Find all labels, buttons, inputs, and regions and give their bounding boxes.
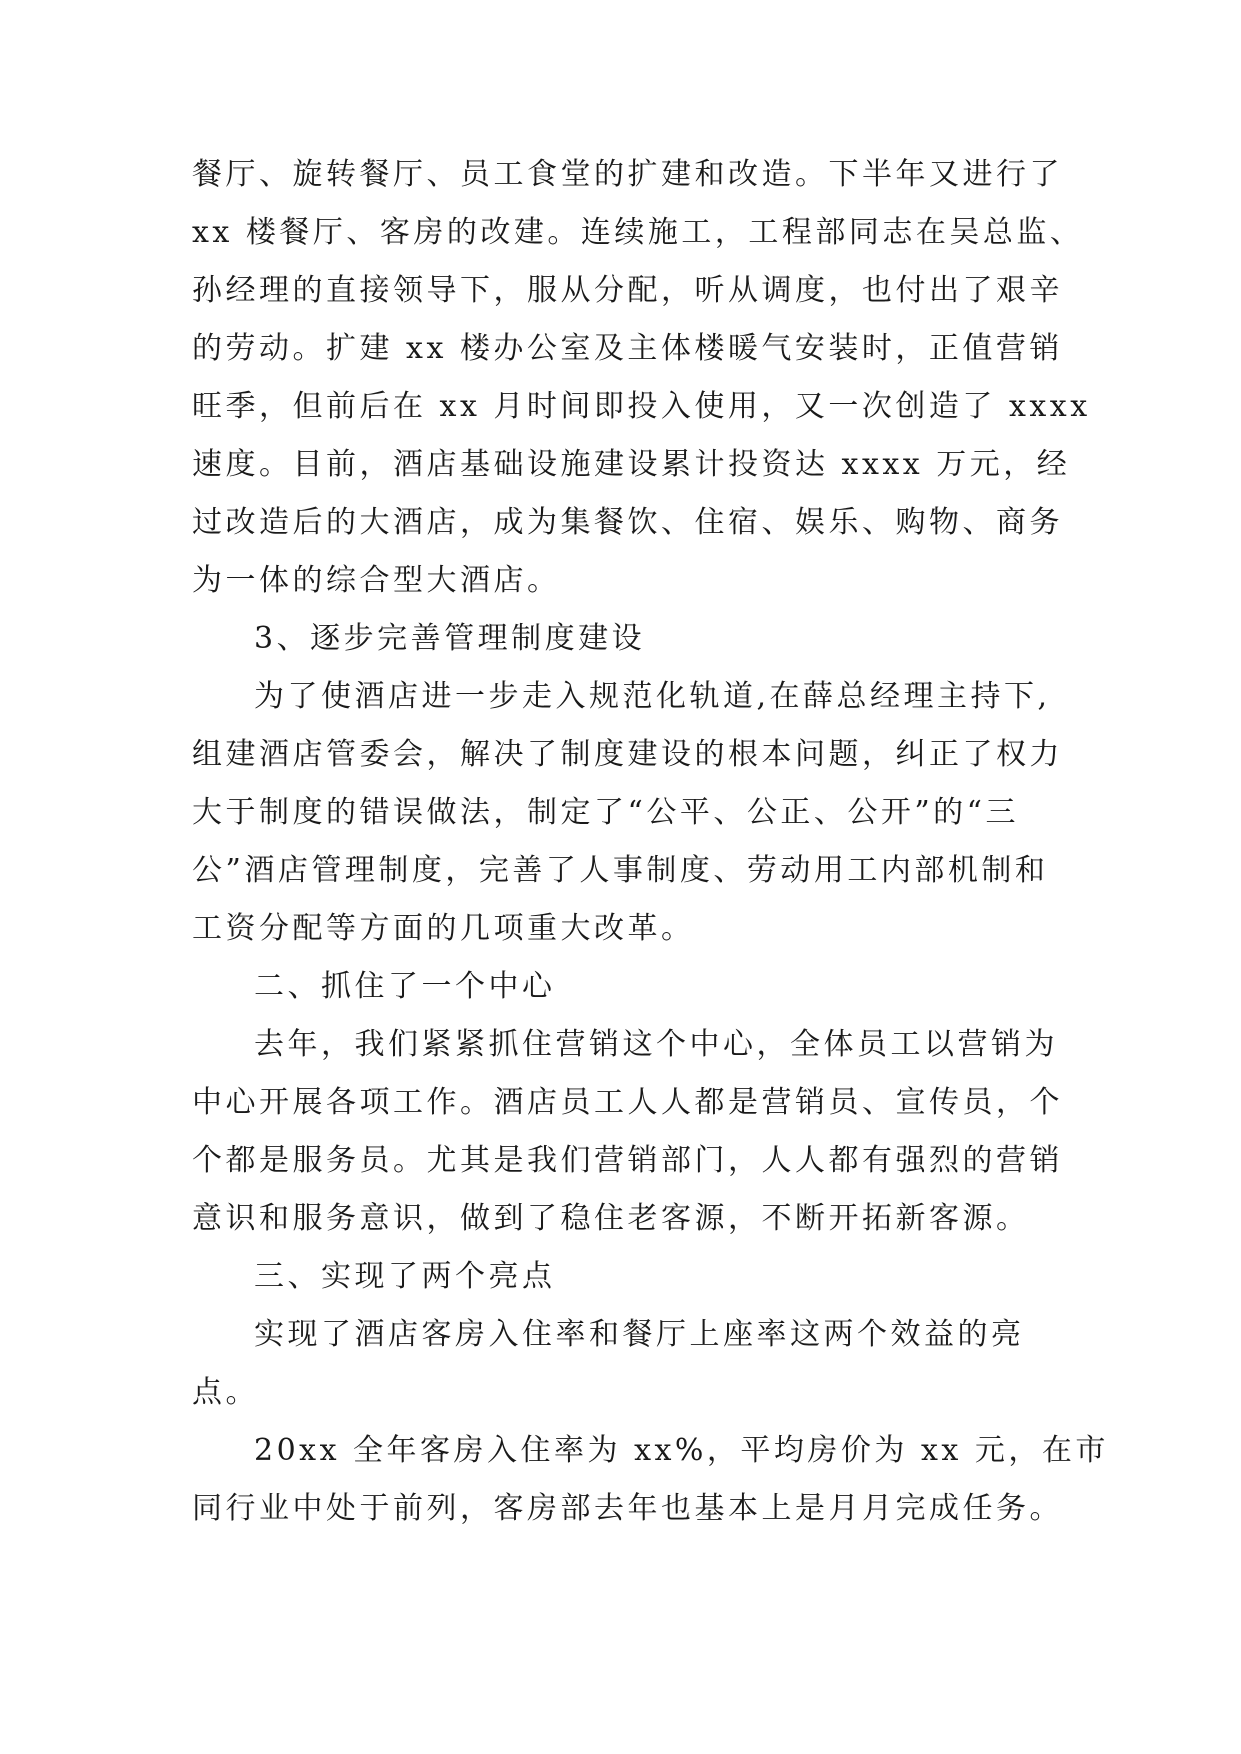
text-line: 餐厅、旋转餐厅、员工食堂的扩建和改造。下半年又进行了 [192, 157, 1063, 192]
text-line: 的劳动。扩建 xx 楼办公室及主体楼暖气安装时，正值营销 [192, 331, 1063, 366]
text-line: 实现了酒店客房入住率和餐厅上座率这两个效益的亮 [254, 1317, 1025, 1352]
text-line: 意识和服务意识，做到了稳住老客源，不断开拓新客源。 [192, 1201, 1030, 1236]
text-line: 孙经理的直接领导下，服从分配，听从调度，也付出了艰辛 [192, 273, 1063, 308]
text-line: 中心开展各项工作。酒店员工人人都是营销员、宣传员，个 [192, 1085, 1063, 1120]
text-line: 大于制度的错误做法，制定了“公平、公正、公开”的“三 [192, 795, 1020, 830]
text-line: 公”酒店管理制度，完善了人事制度、劳动用工内部机制和 [192, 853, 1049, 888]
text-line: 个都是服务员。尤其是我们营销部门，人人都有强烈的营销 [192, 1143, 1063, 1178]
text-line: 点。 [192, 1375, 259, 1410]
document-body [192, 146, 1109, 1538]
text-line: 同行业中处于前列，客房部去年也基本上是月月完成任务。 [192, 1491, 1063, 1526]
section-heading: 三、实现了两个亮点 [254, 1259, 556, 1294]
text-line: 为了使酒店进一步走入规范化轨道,在薛总经理主持下, [254, 679, 1051, 714]
text-line: 旺季，但前后在 xx 月时间即投入使用，又一次创造了 xxxx [192, 389, 1091, 424]
text-line: 组建酒店管委会，解决了制度建设的根本问题，纠正了权力 [192, 737, 1063, 772]
text-line: 工资分配等方面的几项重大改革。 [192, 911, 695, 946]
section-heading: 二、抓住了一个中心 [254, 969, 556, 1004]
text-line: 为一体的综合型大酒店。 [192, 563, 561, 598]
text-line: 去年，我们紧紧抓住营销这个中心，全体员工以营销为 [254, 1027, 1058, 1062]
text-line: 20xx 全年客房入住率为 xx%，平均房价为 xx 元，在市 [254, 1433, 1109, 1468]
text-line: xx 楼餐厅、客房的改建。连续施工，工程部同志在吴总监、 [192, 215, 1084, 250]
text-line: 速度。目前，酒店基础设施建设累计投资达 xxxx 万元，经 [192, 447, 1071, 482]
section-heading: 3、逐步完善管理制度建设 [254, 621, 646, 656]
text-line: 过改造后的大酒店，成为集餐饮、住宿、娱乐、购物、商务 [192, 505, 1063, 540]
